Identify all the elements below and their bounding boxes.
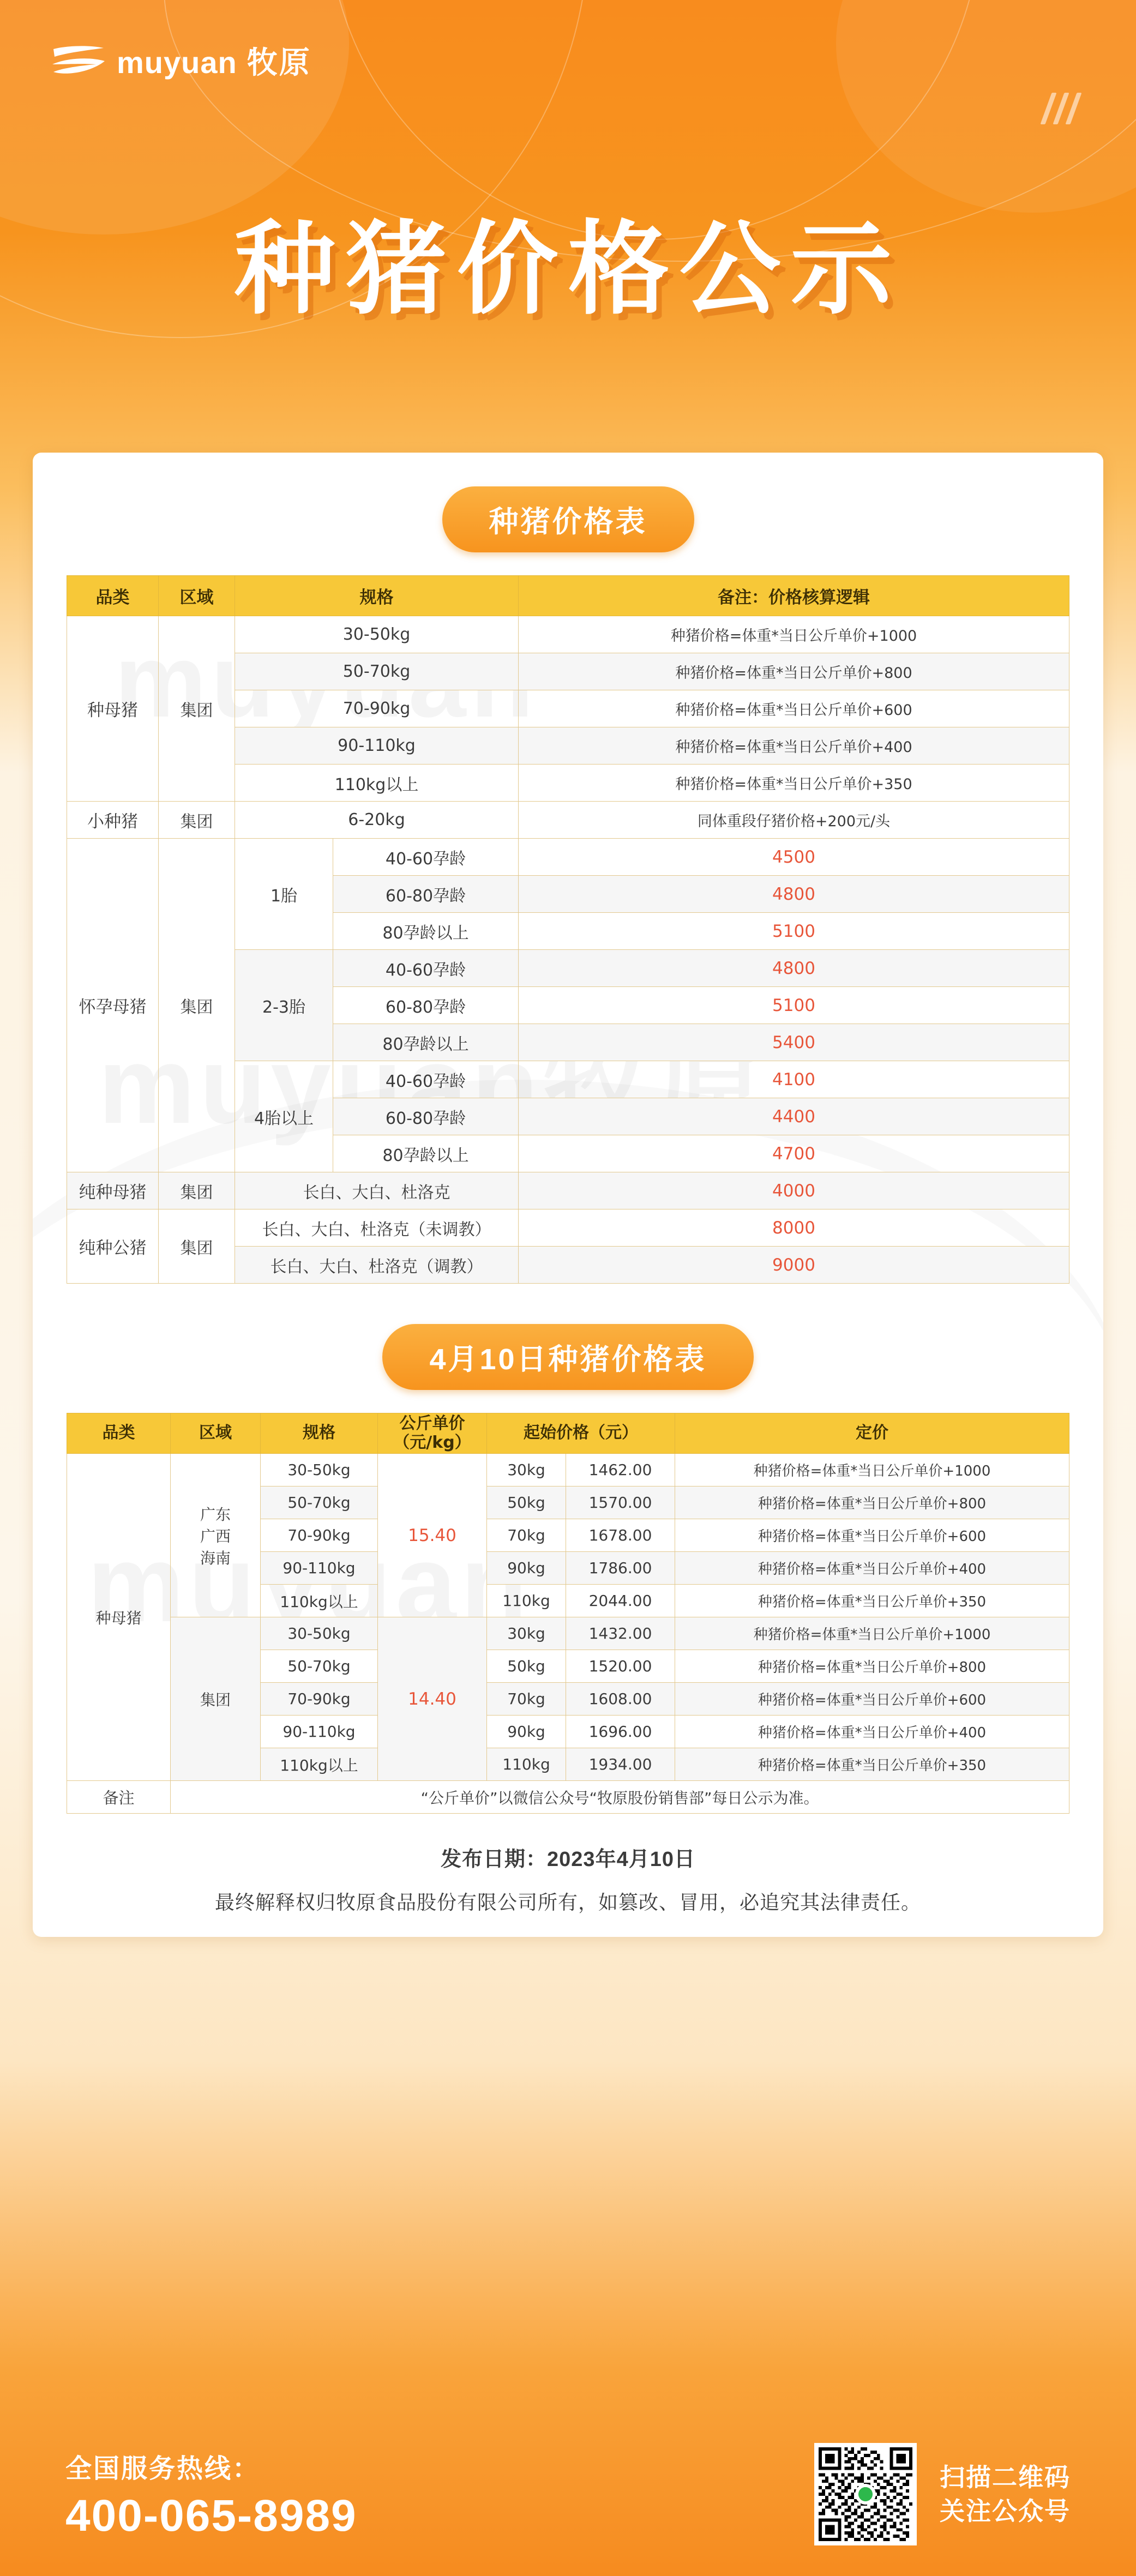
hotline-label: 全国服务热线： [65,2454,261,2483]
cell-spec: 90-110kg [235,727,519,765]
cell-price: 4800 [519,950,1069,987]
cell-pricing: 种猪价格=体重*当日公斤单价+400 [675,1716,1069,1748]
section2-table-wrap [33,1390,1103,1814]
brand-logo [50,43,311,83]
cell-start-kg: 110kg [487,1748,566,1781]
th-region: 区域 [171,1413,261,1454]
cell-gestation-age: 60-80孕龄 [333,1098,519,1135]
content-card [33,453,1103,1937]
cell-price: 4800 [519,876,1069,913]
th-note: 备注：价格核算逻辑 [519,576,1069,616]
cell-price: 5100 [519,987,1069,1024]
cell-spec: 70-90kg [235,690,519,727]
table-row [67,1209,1069,1247]
qr-code-image [814,2443,917,2545]
cell-start-price: 1696.00 [566,1716,675,1748]
cell-note: 种猪价格=体重*当日公斤单价+600 [519,690,1069,727]
cell-spec: 30-50kg [235,616,519,653]
cell-spec: 30-50kg [261,1454,378,1486]
cell-gestation-age: 80孕龄以上 [333,1024,519,1061]
cell-pricing: 种猪价格=体重*当日公斤单价+400 [675,1552,1069,1585]
cell-note: 种猪价格=体重*当日公斤单价+350 [519,765,1069,802]
brand-cn: 牧原 [247,45,311,80]
cell-price: 5400 [519,1024,1069,1061]
table-row [67,839,1069,876]
region-line: 广东 [200,1505,231,1524]
cell-unit-price: 14.40 [378,1617,487,1781]
cell-start-price: 1520.00 [566,1650,675,1683]
th-spec: 规格 [261,1413,378,1454]
hotline-number: 400-065-8989 [65,2490,357,2541]
table-header-row [67,1413,1069,1454]
cell-region: 集团 [159,802,235,839]
th-pricing: 定价 [675,1413,1069,1454]
cell-parity: 1胎 [235,839,333,950]
cell-category: 种母猪 [67,616,159,802]
cell-gestation-age: 80孕龄以上 [333,1135,519,1172]
section1-title: 种猪价格表 [442,486,694,552]
page-title: 种猪价格公示 [234,210,902,328]
cell-category: 纯种母猪 [67,1172,159,1209]
cell-price: 5100 [519,913,1069,950]
cell-pricing: 种猪价格=体重*当日公斤单价+1000 [675,1617,1069,1650]
cell-pricing: 种猪价格=体重*当日公斤单价+600 [675,1519,1069,1552]
section2-title: 4月10日种猪价格表 [382,1324,753,1390]
footer-bar [0,2412,1136,2576]
cell-pricing: 种猪价格=体重*当日公斤单价+350 [675,1585,1069,1617]
th-unit-price-line1: 公斤单价 [399,1414,465,1433]
brand-latin: muyuan [117,45,237,80]
cell-remark-text: “公斤单价”以微信公众号“牧原股份销售部”每日公示为准。 [171,1781,1069,1814]
cell-parity: 2-3胎 [235,950,333,1061]
th-category: 品类 [67,1413,171,1454]
cell-category: 小种猪 [67,802,159,839]
cell-region: 集团 [171,1617,261,1781]
th-region: 区域 [159,576,235,616]
cell-gestation-age: 60-80孕龄 [333,876,519,913]
cell-start-price: 1608.00 [566,1683,675,1716]
cell-unit-price: 15.40 [378,1454,487,1617]
qr-block [814,2443,1071,2545]
cell-start-price: 1786.00 [566,1552,675,1585]
cell-pricing: 种猪价格=体重*当日公斤单价+1000 [675,1454,1069,1486]
cell-start-kg: 70kg [487,1683,566,1716]
cell-spec: 110kg以上 [261,1585,378,1617]
cell-start-kg: 110kg [487,1585,566,1617]
cell-price: 4700 [519,1135,1069,1172]
cell-spec: 6-20kg [235,802,519,839]
section2-header [33,1284,1103,1390]
cell-start-kg: 90kg [487,1552,566,1585]
cell-spec: 110kg以上 [235,765,519,802]
slash-decoration [1046,93,1076,124]
th-spec: 规格 [235,576,519,616]
cell-spec: 110kg以上 [261,1748,378,1781]
cell-region [171,1454,261,1617]
cell-price: 4000 [519,1172,1069,1209]
cell-spec: 70-90kg [261,1683,378,1716]
cell-category: 怀孕母猪 [67,839,159,1172]
cell-region: 集团 [159,1209,235,1284]
table-row [67,802,1069,839]
cell-spec: 50-70kg [261,1486,378,1519]
th-category: 品类 [67,576,159,616]
cell-pricing: 种猪价格=体重*当日公斤单价+600 [675,1683,1069,1716]
cell-category: 纯种公猪 [67,1209,159,1284]
cell-note: 种猪价格=体重*当日公斤单价+400 [519,727,1069,765]
cell-gestation-age: 60-80孕龄 [333,987,519,1024]
table-header-row [67,576,1069,616]
cell-start-kg: 30kg [487,1617,566,1650]
region-line: 广西 [200,1527,231,1545]
cell-spec: 长白、大白、杜洛克（调教） [235,1247,519,1284]
cell-spec: 30-50kg [261,1617,378,1650]
cell-start-price: 1678.00 [566,1519,675,1552]
section1-table-wrap [33,552,1103,1284]
cell-gestation-age: 40-60孕龄 [333,839,519,876]
table-row [67,1172,1069,1209]
qr-caption-line2: 关注公众号 [940,2497,1071,2525]
breeding-pig-price-table [67,575,1069,1284]
cell-category: 种母猪 [67,1454,171,1781]
cell-start-price: 1462.00 [566,1454,675,1486]
cell-start-kg: 50kg [487,1650,566,1683]
cell-start-kg: 70kg [487,1519,566,1552]
qr-caption [940,2460,1071,2528]
cell-spec: 90-110kg [261,1716,378,1748]
th-unit-price-line2: （元/kg） [393,1433,471,1452]
cell-pricing: 种猪价格=体重*当日公斤单价+800 [675,1486,1069,1519]
cell-spec: 50-70kg [235,653,519,690]
cell-region: 集团 [159,1172,235,1209]
cell-pricing: 种猪价格=体重*当日公斤单价+800 [675,1650,1069,1683]
hotline-block [65,2447,357,2542]
cell-spec: 长白、大白、杜洛克 [235,1172,519,1209]
cell-region: 集团 [159,616,235,802]
cell-note: 种猪价格=体重*当日公斤单价+800 [519,653,1069,690]
cell-spec: 50-70kg [261,1650,378,1683]
cell-start-kg: 30kg [487,1454,566,1486]
logo-swoosh-icon [50,43,107,83]
cell-start-price: 1570.00 [566,1486,675,1519]
th-unit-price [378,1413,487,1454]
cell-price: 4400 [519,1098,1069,1135]
cell-start-kg: 50kg [487,1486,566,1519]
qr-caption-line1: 扫描二维码 [940,2463,1071,2491]
table-row [67,1617,1069,1650]
cell-start-price: 1432.00 [566,1617,675,1650]
daily-breeding-pig-price-table [67,1413,1069,1814]
region-line: 海南 [200,1549,231,1567]
cell-note: 种猪价格=体重*当日公斤单价+1000 [519,616,1069,653]
cell-start-kg: 90kg [487,1716,566,1748]
cell-gestation-age: 40-60孕龄 [333,950,519,987]
disclaimer-text: 最终解释权归牧原食品股份有限公司所有，如篡改、冒用，必追究其法律责任。 [214,1891,921,1913]
cell-spec: 70-90kg [261,1519,378,1552]
cell-price: 4100 [519,1061,1069,1098]
cell-start-price: 2044.00 [566,1585,675,1617]
cell-price: 8000 [519,1209,1069,1247]
table-row [67,616,1069,653]
cell-spec: 90-110kg [261,1552,378,1585]
cell-price: 9000 [519,1247,1069,1284]
cell-gestation-age: 80孕龄以上 [333,913,519,950]
publish-date: 发布日期：2023年4月10日 [441,1848,695,1871]
table-remark-row [67,1781,1069,1814]
cell-price: 4500 [519,839,1069,876]
section1-header [33,453,1103,552]
cell-start-price: 1934.00 [566,1748,675,1781]
cell-remark-label: 备注 [67,1781,171,1814]
cell-note: 同体重段仔猪价格+200元/头 [519,802,1069,839]
th-start-price: 起始价格（元） [487,1413,675,1454]
cell-region: 集团 [159,839,235,1172]
cell-parity: 4胎以上 [235,1061,333,1172]
cell-spec: 长白、大白、杜洛克（未调教） [235,1209,519,1247]
table-row [67,1454,1069,1486]
cell-gestation-age: 40-60孕龄 [333,1061,519,1098]
cell-pricing: 种猪价格=体重*当日公斤单价+350 [675,1748,1069,1781]
